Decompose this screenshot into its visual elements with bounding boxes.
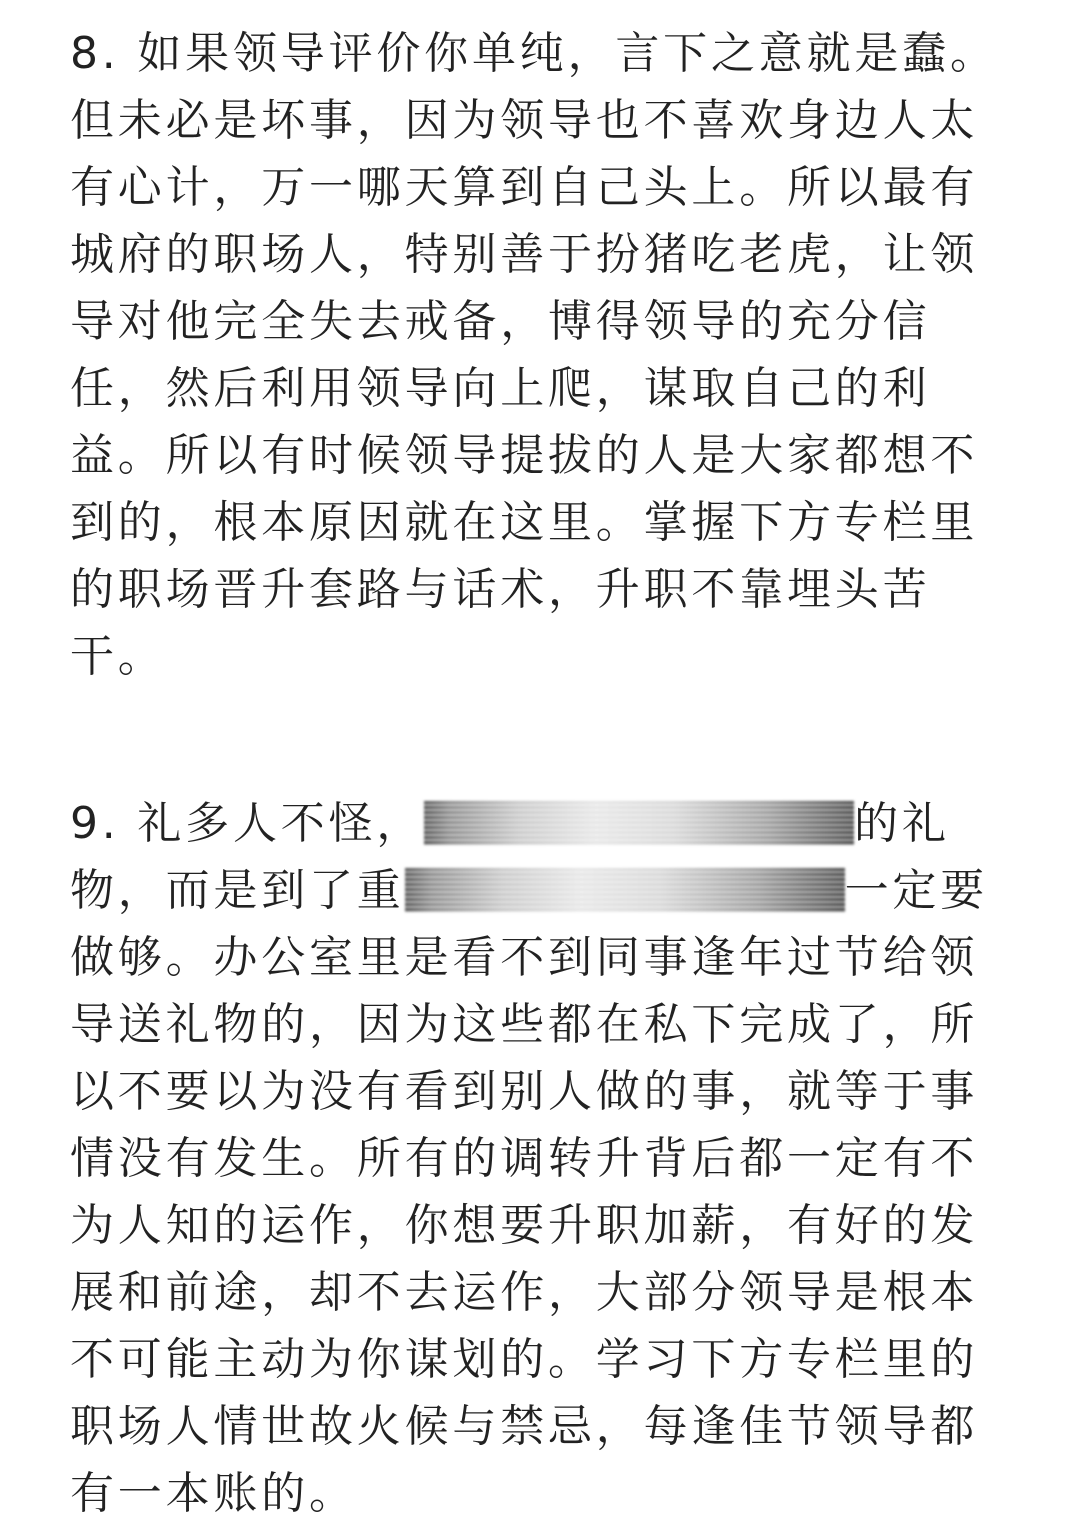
p9-line: 不可能主动为你谋划的。学习下方专栏里的: [70, 1334, 979, 1385]
p9-line: 以不要以为没有看到别人做的事，就等于事: [70, 1066, 979, 1117]
p9-line-1: [70, 790, 1010, 857]
p8-line: 的职场晋升套路与话术，升职不靠埋头苦: [70, 564, 931, 615]
p9-line-2-start: 物，而是到了重: [70, 865, 405, 916]
p9-line: 职场人情世故火候与禁忌，每逢佳节领导都: [70, 1401, 979, 1452]
p9-line-1-start: 9. 礼多人不怪，: [70, 798, 425, 849]
paragraph-8: [70, 20, 1010, 690]
paragraph-gap: [70, 690, 1010, 790]
p9-line: 为人知的运作，你想要升职加薪，有好的发: [70, 1200, 979, 1251]
p8-line: 任，然后利用领导向上爬，谋取自己的利: [70, 363, 931, 414]
p8-line: 益。所以有时候领导提拔的人是大家都想不: [70, 430, 979, 481]
p8-line: 到的，根本原因就在这里。掌握下方专栏里: [70, 497, 979, 548]
p9-line: 情没有发生。所有的调转升背后都一定有不: [70, 1133, 979, 1184]
p8-line: 但未必是坏事，因为领导也不喜欢身边人太: [70, 95, 979, 146]
p8-line: 干。: [70, 631, 166, 682]
article-body: [70, 20, 1010, 1527]
p9-line: 有一本账的。: [70, 1468, 357, 1519]
p9-line-2-end: 一定要: [844, 865, 989, 916]
p9-line: 导送礼物的，因为这些都在私下完成了，所: [70, 999, 979, 1050]
p9-line: 展和前途，却不去运作，大部分领导是根本: [70, 1267, 979, 1318]
p8-line: 城府的职场人，特别善于扮猪吃老虎，让领: [70, 229, 979, 280]
p9-line-1-end: 的礼: [854, 798, 950, 849]
p8-line: 有心计，万一哪天算到自己头上。所以最有: [70, 162, 979, 213]
p9-line-2: [70, 857, 1010, 924]
p8-line: 导对他完全失去戒备，博得领导的充分信: [70, 296, 931, 347]
paragraph-9: [70, 790, 1010, 1527]
p8-line: 8. 如果领导评价你单纯，言下之意就是蠢。: [70, 28, 998, 79]
redaction-blur: [424, 801, 854, 845]
p9-line: 做够。办公室里是看不到同事逢年过节给领: [70, 932, 979, 983]
redaction-blur: [405, 868, 845, 912]
